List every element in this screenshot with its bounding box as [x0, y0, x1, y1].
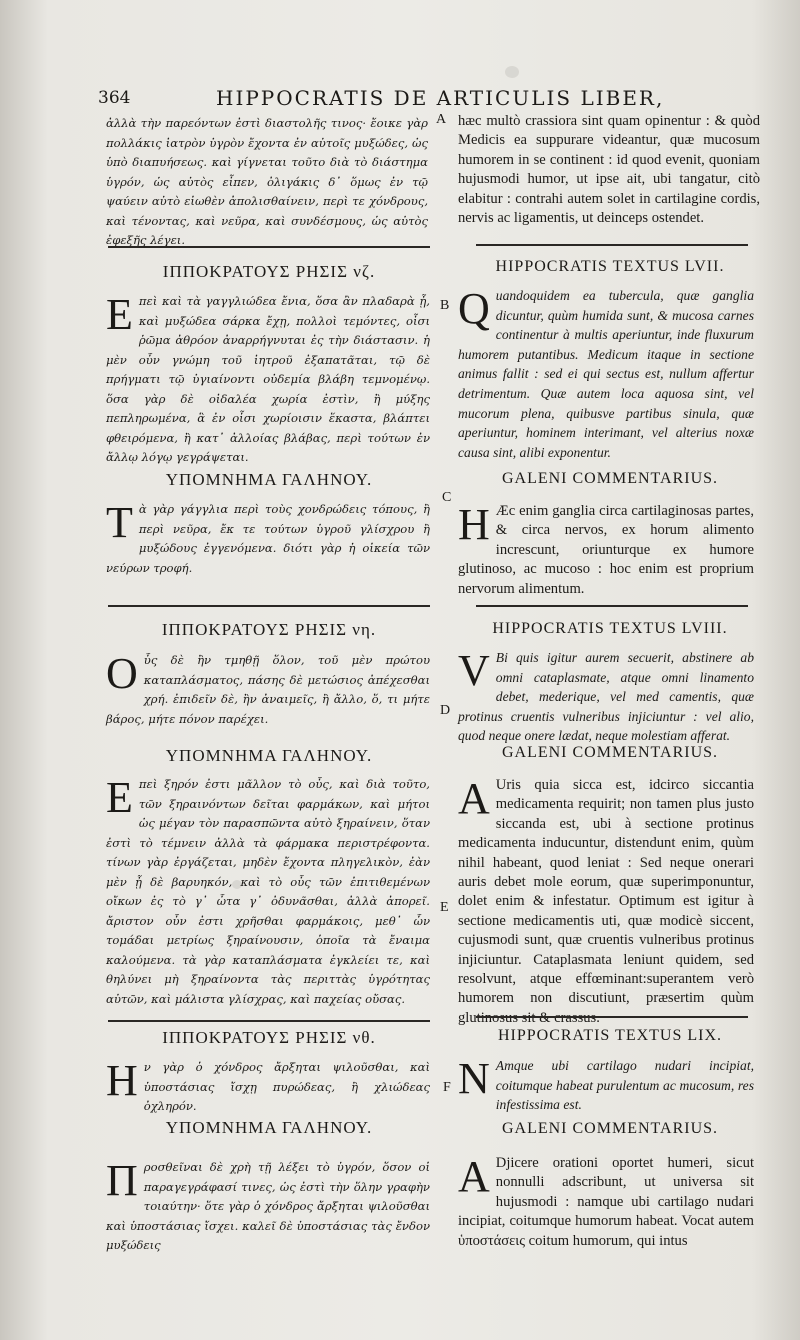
margin-letter: E	[440, 900, 449, 915]
greek-comment-58-body: πεὶ ξηρόν ἐστι μᾶλλον τὸ οὖς, καὶ διὰ τοῦτο, τῶν ξηραινόντων δεῖται φαρμάκων, καὶ μήτοι ὡς μέγαν τὸν παρασπῶντα αὐτὸ ξηραίνειν, ὅταν ἐστὶ τὸ τέμνειν ἀλλὰ τὰ φάρμακα περιστρέφοντα. τίνων γὰρ ἐργάζεται, μηδὲν ἔχοντα πληγελικὸν, ἐὰν μὲν ᾖ δὲ βαρυηκόν, καὶ τὸ οὖς τῶν ἐπιτιθεμένων οἴκων ἐς τὸ γ᾽ ὦτα γ᾽ ὀδυνᾶσθαι, ἀλλὰ ἀπορεῖ. ἄριστον οὖν ἐστι χρῆσθαι φαρμάκοις, μεθ᾽ ὧν τομάδαι μετρίως ξηραίνουσιν, ὁποῖα τὰ ἔναιμα καλούμενα. τὰ γὰρ καταπλάσματα ἐγκλείει τε, καὶ θηλύνει μὴ ξηραίνοντα τὰς περιττὰς ὑγρότητας αὐτῶν, καὶ μάλιστα γλίσχρας, καὶ παχείας οὔσας.	[106, 777, 430, 1006]
margin-letter: F	[443, 1080, 451, 1095]
drop-cap: A	[458, 1152, 490, 1201]
section-heading: ΥΠΟΜΝΗΜΑ ΓΑΛΗΝΟΥ.	[165, 1118, 373, 1137]
latin-text-58	[458, 646, 754, 744]
greek-text-59-body: ν γὰρ ὁ χόνδρος ἄρξηται ψιλοῦσθαι, καὶ ὑποστάσιας ἴσχῃ πυρώδεας, ἢ χλιώδεας ὀχληρόν.	[143, 1060, 430, 1113]
drop-cap: N	[458, 1054, 490, 1103]
margin-letter: B	[440, 298, 450, 313]
latin-intro-text: hæc multò crassiora sint quam opinentur : & quòd Medicis ea suppurare videantur, quæ mucosum humorem in se continent : id quod evenit, quoniam hujusmodi humor, ut ipse ait, ubi tangatur, citò elabitur : contrahi autem solet in cartilagine cordis, nervis ac ligamentis, ut deinceps ostendet.	[458, 113, 760, 227]
section-heading: HIPPOCRATIS TEXTUS LVII.	[495, 258, 725, 275]
greek-comment-59-body: ροσθεῖναι δὲ χρὴ τῇ λέξει τὸ ὑγρόν, ὅσον οἱ παραγεγράφασί τινες, ὡς ἐστὶ τὴν ὅλην γραφὴν τοιαύτην· ὅτε γὰρ ὁ χόνδρος ἄρξηται ψιλοῦσθαι καὶ ὑποστάσιας ἴσχει. καλεῖ δὲ ὑποστάσιας τὰς ἔνδον μυξώδεις	[106, 1160, 430, 1252]
greek-comment-57-body: ὰ γὰρ γάγγλια περὶ τοὺς χονδρώδεις τόπους, ἢ περὶ νεῦρα, ἔκ τε τούτων ὑγροῦ γλίσχρου ἢ μυξώδους ἐγγενόμενα. διότι γὰρ ἡ οἰκεία τῶν νεύρων τροφή.	[106, 502, 430, 575]
section-heading: GALENI COMMENTARIUS.	[501, 1120, 719, 1137]
ink-stain	[505, 66, 519, 78]
greek-text-57-body: πεὶ καὶ τὰ γαγγλιώδεα ἔνια, ὅσα ἂν πλαδαρὰ ᾖ, καὶ μυξώδεα σάρκα ἔχῃ, πολλοὶ τεμόντες, οἷσι ῥῶμα ἀθρόον ἀναρρήγνυται ἐς τὴν διάστασιν. ἡ μὲν οὖν γνώμη τοῦ ἰητροῦ ἐξαπατᾶται, τῷ δὲ πρήγματι τῷ ὑγιαίνοντι οὐδεμία βλάβη τεμνομένῳ. ὅσα γὰρ δὲ οἰδαλέα χωρία ἐστὶν, ἢ μύξης πεπληρωμένα, ἃ ἐν οἷσι χωρίοισιν ἕκαστα, βλάπτει φθειρόμενα, ἢ κατ᾽ ἀλλοίας βλάβας, περὶ τούτων ἐν ἄλλῳ λόγῳ γεγράψεται.	[106, 294, 430, 464]
margin-letter: C	[442, 490, 452, 505]
greek-intro	[106, 114, 428, 247]
section-heading: ΥΠΟΜΝΗΜΑ ΓΑΛΗΝΟΥ.	[165, 470, 373, 489]
section-heading: HIPPOCRATIS TEXTUS LIX.	[497, 1027, 723, 1044]
drop-cap: H	[458, 500, 490, 549]
section-heading: HIPPOCRATIS TEXTUS LVIII.	[492, 620, 728, 637]
greek-comment-57	[106, 500, 430, 586]
latin-comment-57	[458, 500, 754, 597]
drop-cap: Π	[106, 1156, 138, 1205]
section-heading: GALENI COMMENTARIUS.	[501, 470, 719, 487]
greek-text-58-body: ὖς δὲ ἢν τμηθῇ ὅλον, τοῦ μὲν πρώτου καταπλάσματος, πάσης δὲ μετώσιος ἀπέχεσθαι χρή. ἐπιδεῖν δὲ, ἢν ἀναιμεῖς, ἢ ἄλλο, ὅ, τι μήτε βάρος, μήτε πόνον παρέχει.	[106, 653, 430, 726]
section-heading: ΙΠΠΟΚΡΑΤΟΥΣ ΡΗΣΙΣ νθ.	[162, 1028, 376, 1047]
latin-comment-59-body: Djicere orationi oportet humeri, sicut nonnulli adscribunt, ut universa sit hujusmodi : namque ubi cartilago nudari incipiat, coitumque humorum habeat. Vocat autem ὑποστάσεις coitum humorum, qui intus	[458, 1155, 754, 1249]
greek-comment-58	[106, 775, 430, 1015]
section-rule	[476, 244, 748, 246]
latin-comment-59	[458, 1152, 754, 1249]
latin-comment-57-body: Æc enim ganglia circa cartilaginosas partes, & circa nervos, ex horum alimento increscunt, oriunturque ex humore glutinoso, ac mucoso : hoc enim est proprium nervorum alimentum.	[458, 503, 754, 597]
latin-text-58-body: Bi quis igitur aurem secuerit, abstinere ab omni cataplasmate, atque omni linamento debet, mederique, vel med camentis, quæ protinus cruentis vulneribus injiciuntur : vel alio, quod neque onere lædat, neque molestiam afferat.	[458, 650, 754, 744]
section-rule	[476, 1016, 748, 1018]
greek-text-57	[106, 290, 430, 464]
section-heading: ΙΠΠΟΚΡΑΤΟΥΣ ΡΗΣΙΣ νη.	[161, 620, 377, 639]
latin-intro	[458, 112, 760, 236]
latin-comment-58-body: Uris quia sicca est, idcirco siccantia medicamenta requirit; non tamen plus justo siccanda est, ubi à sectione protinus medicamenta inducuntur, distendunt enim, quùm nihil habeant, quod leniat : Sed neque onerari auris debet mole eorum, quæ superimponuntur, dolet enim & infestatur. Optimum est igitur à sectione medicamentis uti, quæ modicè siccent, cujusmodi sunt, quæ cruentis vulneribus protinus injiciuntur. Cataplasmata leniunt quidem, sed resolvunt, atque effœminant:superantem verò humorem non discutiunt, præsertim quùm glutinosus sit & crassus.	[458, 777, 754, 1026]
latin-text-59-body: Amque ubi cartilago nudari incipiat, coitumque habeat purulentum ac mucosum, res infestissima est.	[495, 1058, 754, 1113]
latin-text-59	[458, 1056, 754, 1112]
drop-cap: Ε	[106, 290, 133, 339]
margin-letter: D	[440, 703, 451, 718]
running-title: HIPPOCRATIS DE ARTICULIS LIBER,	[216, 86, 665, 110]
latin-text-57	[458, 284, 754, 460]
latin-comment-58	[458, 774, 754, 1026]
greek-intro-text: ἀλλὰ τὴν παρεόντων ἐστὶ διαστολῆς τινος· ἔοικε γὰρ πολλάκις ἰατρὸν ὑγρὸν ἔχοντα ἐν αὐτοῖς μυξώδες, ὡς ὑπὸ διαπυήσεως. καὶ γίγνεται τοῦτο διὰ τὸ διάστημα ὑγρόν, ὡς αὐτὸς εἶπεν, ὀλιγάκις δ᾽ ὅμως ἐν τῷ ψαύειν αὐτὸ εἰωθὲν ἀπολισθαίνειν, περὶ τε χόνδρους, καὶ τένοντας, καὶ νεῦρα, καὶ συνδέσμους, ὡς αὐτὸς ἐφεξῆς λέγει.	[106, 116, 428, 247]
section-rule	[476, 605, 748, 607]
drop-cap: Τ	[106, 498, 133, 547]
drop-cap: A	[458, 774, 490, 823]
drop-cap: Ο	[106, 649, 138, 698]
greek-text-58	[106, 651, 430, 733]
section-rule	[108, 246, 430, 248]
drop-cap: V	[458, 646, 490, 695]
section-rule	[108, 605, 430, 607]
drop-cap: Η	[106, 1056, 138, 1105]
section-rule	[108, 1020, 430, 1022]
section-heading: ΥΠΟΜΝΗΜΑ ΓΑΛΗΝΟΥ.	[165, 746, 373, 765]
greek-text-59	[106, 1056, 430, 1113]
latin-text-57-body: uandoquidem ea tubercula, quæ ganglia dicuntur, quùm humida sunt, & mucosa carnes continentur à multis aperiuntur, inde fluxurum humorem putantibus. Medicum itaque in sectione animus fallit : sed ei qui sectus est, nullum affertur detrimentum. Quæ autem loca aquosa sint, vel mucorum plena, quibusve partibus sinula, quæ aperiuntur, hominem interimant, vel alterius noxæ causa sint, alibi exponentur.	[458, 288, 754, 460]
greek-comment-59	[106, 1156, 430, 1252]
page-number: 364	[98, 88, 131, 108]
drop-cap: Q	[458, 284, 490, 333]
margin-letter: A	[436, 112, 447, 127]
section-heading: GALENI COMMENTARIUS.	[501, 744, 719, 761]
drop-cap: Ε	[106, 773, 133, 822]
section-heading: ΙΠΠΟΚΡΑΤΟΥΣ ΡΗΣΙΣ νζ.	[162, 262, 376, 281]
page-header	[98, 86, 788, 112]
